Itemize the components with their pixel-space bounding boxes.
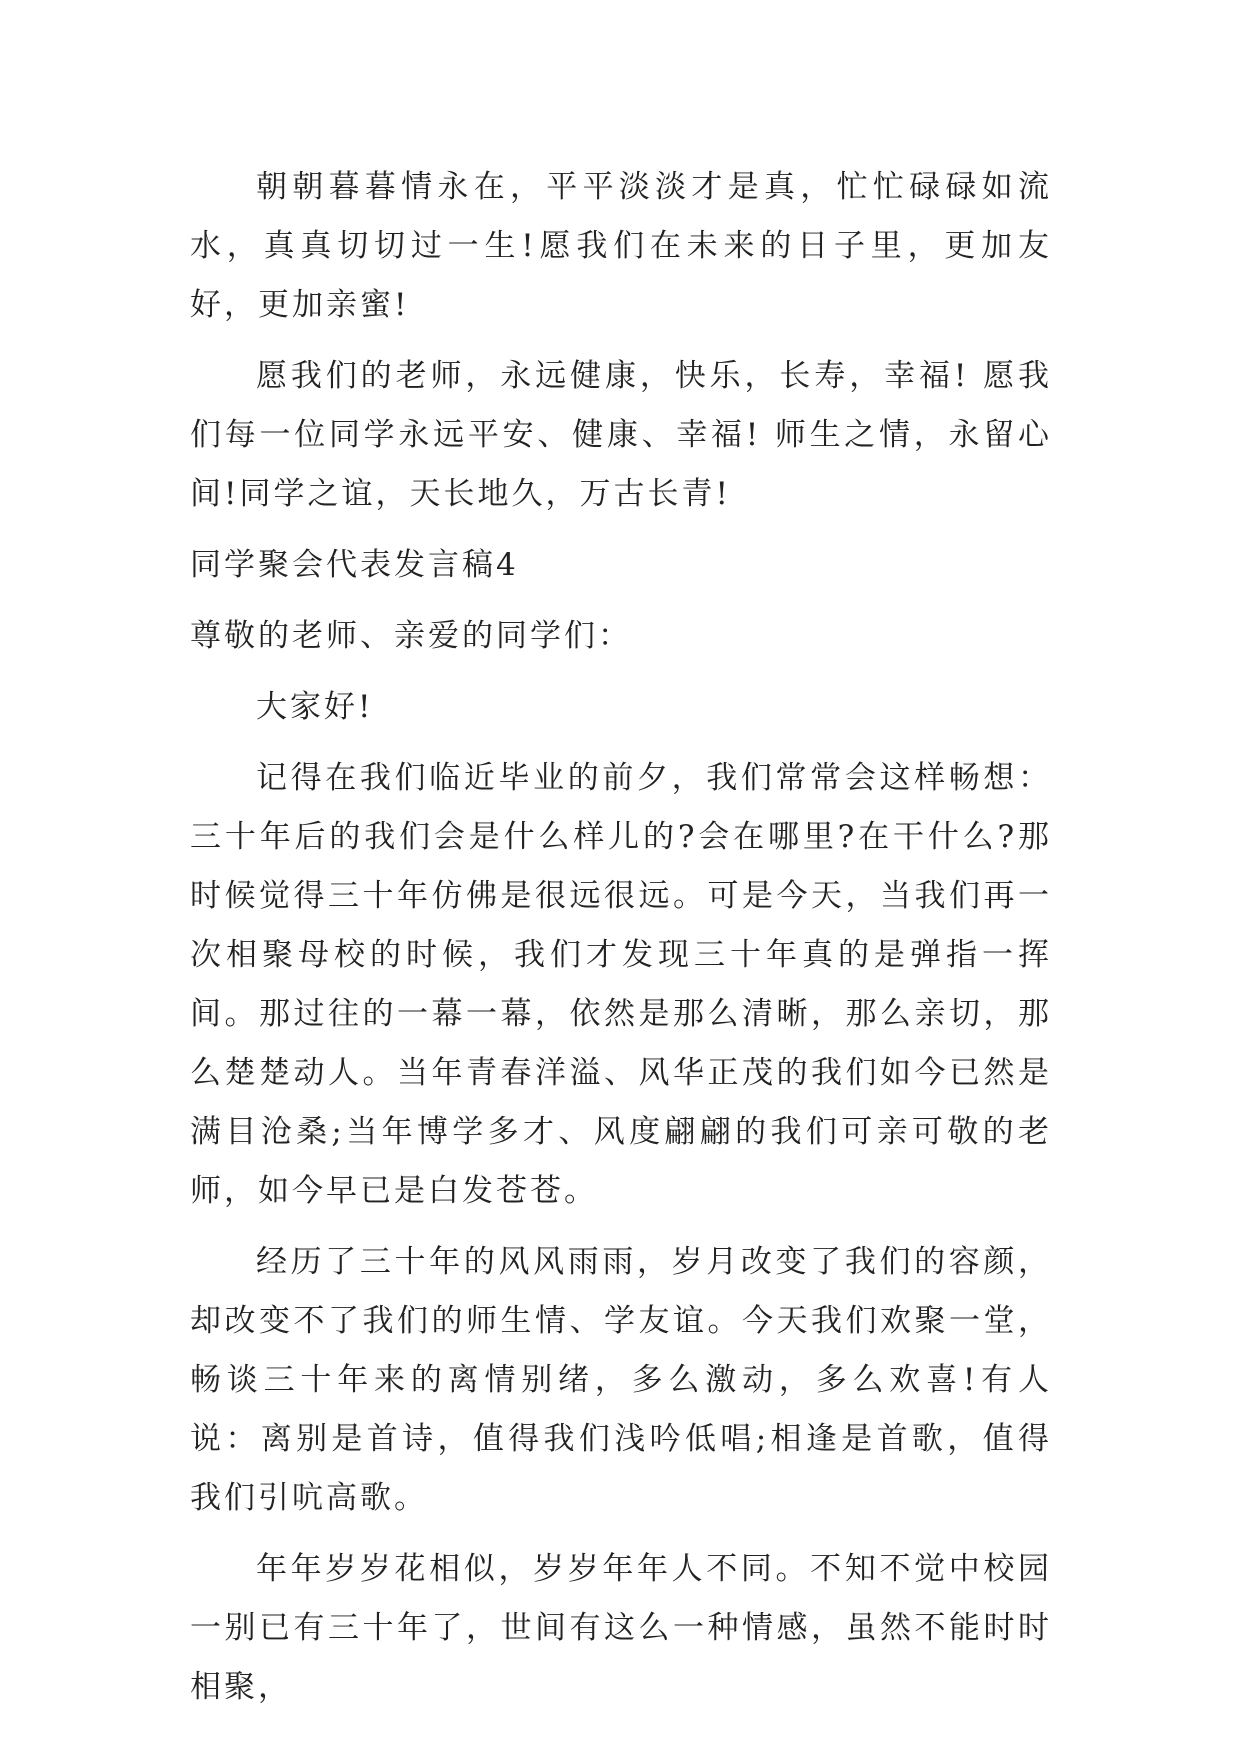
- document-body: [190, 158, 1052, 1729]
- paragraph-greeting: 大家好!: [256, 689, 374, 725]
- section-heading: 同学聚会代表发言稿4: [190, 547, 519, 583]
- paragraph-flowers: 年年岁岁花相似，岁岁年年人不同。不知不觉中校园一别已有三十年了，世间有这么一种情感，虽然不能时时相聚，: [190, 1551, 1052, 1705]
- paragraph-closing-wishes: 朝朝暮暮情永在，平平淡淡才是真，忙忙碌碌如流水，真真切切过一生!愿我们在未来的日子里，更加友好，更加亲蜜!: [190, 169, 1052, 323]
- paragraph-blessings: 愿我们的老师，永远健康，快乐，长寿，幸福! 愿我们每一位同学永远平安、健康、幸福! 师生之情，永留心间!同学之谊，天长地久，万古长青!: [190, 358, 1052, 512]
- paragraph-memories: 记得在我们临近毕业的前夕，我们常常会这样畅想：三十年后的我们会是什么样儿的?会在哪里?在干什么?那时候觉得三十年仿佛是很远很远。可是今天，当我们再一次相聚母校的时候，我们才发现三十年真的是弹指一挥间。那过往的一幕一幕，依然是那么清晰，那么亲切，那么楚楚动人。当年青春洋溢、风华正茂的我们如今已然是满目沧桑;当年博学多才、风度翩翩的我们可亲可敬的老师，如今早已是白发苍苍。: [190, 760, 1052, 1209]
- salutation: 尊敬的老师、亲爱的同学们：: [190, 618, 632, 654]
- paragraph-thirty-years: 经历了三十年的风风雨雨，岁月改变了我们的容颜，却改变不了我们的师生情、学友谊。今天我们欢聚一堂，畅谈三十年来的离情别绪，多么激动，多么欢喜!有人说：离别是首诗，值得我们浅吟低唱;相逢是首歌，值得我们引吭高歌。: [190, 1244, 1052, 1516]
